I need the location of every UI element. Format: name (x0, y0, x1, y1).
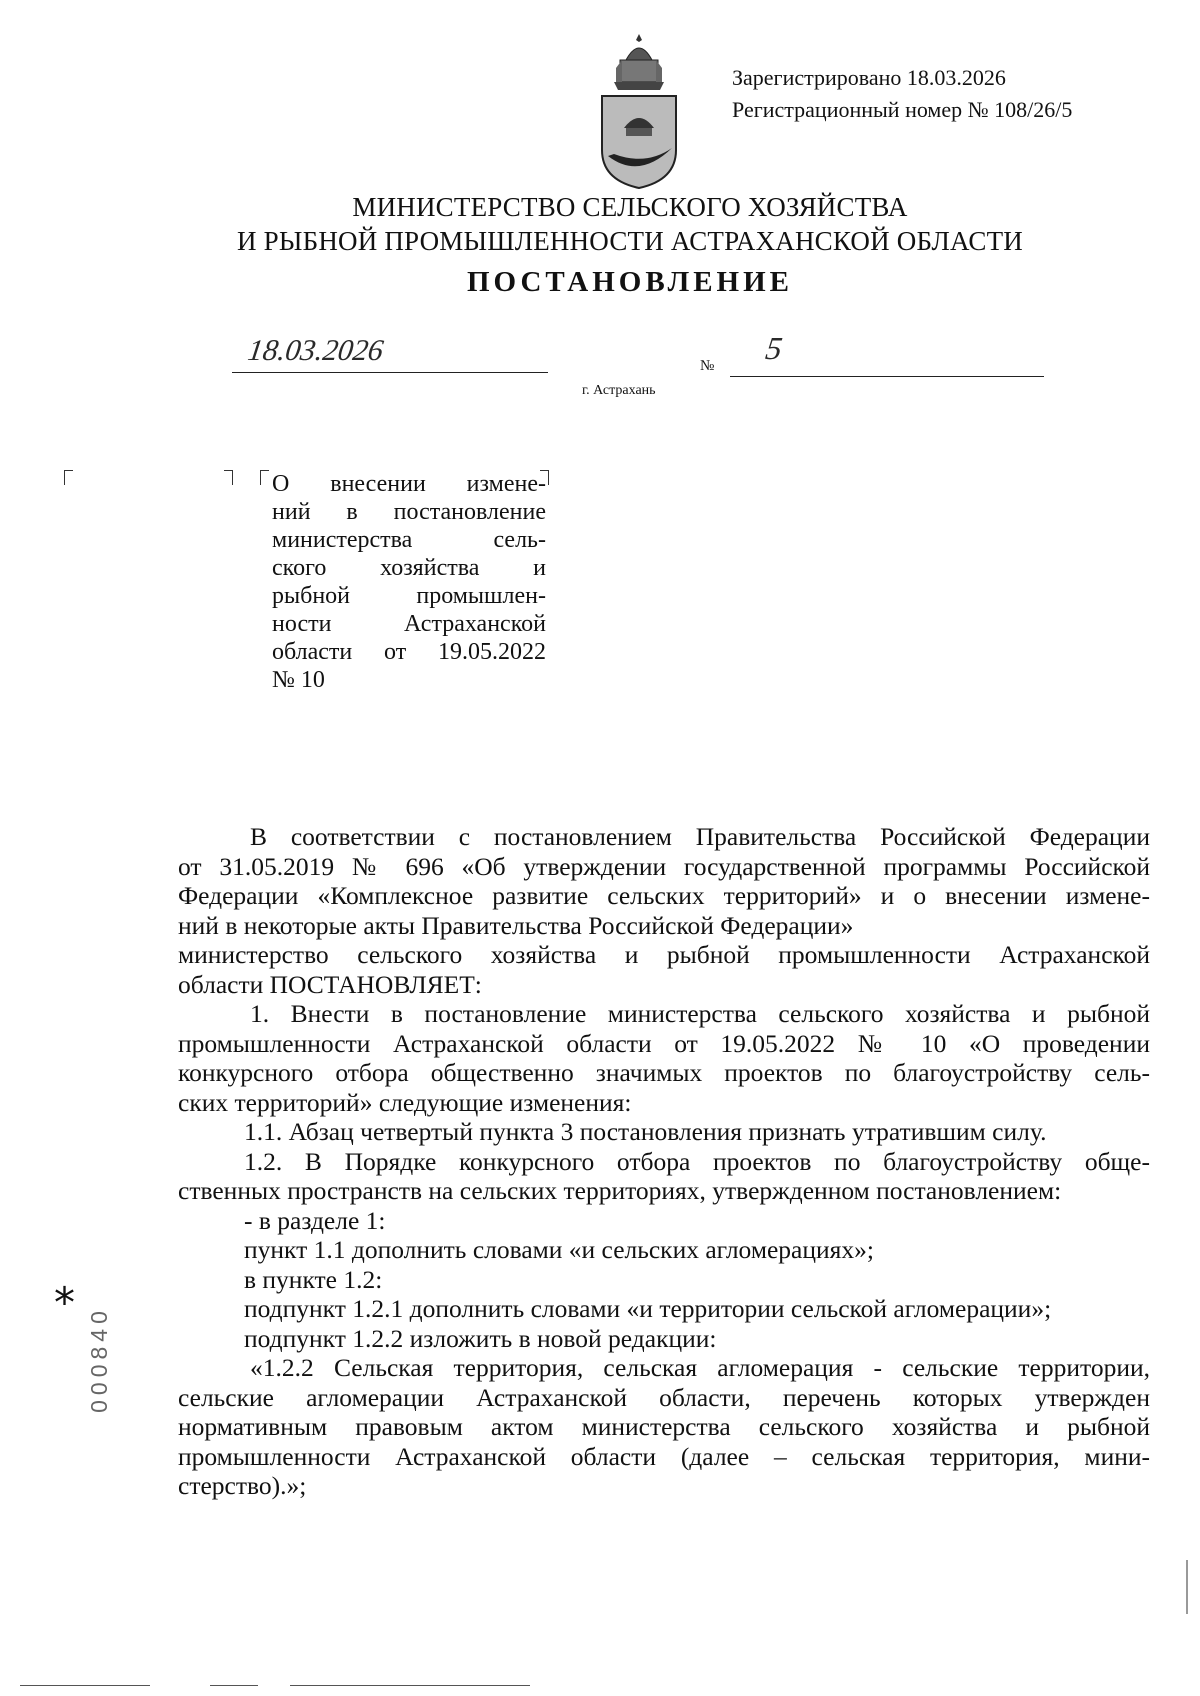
body-line: 1. Внести в постановление министерства сельского хозяйства и рыбной (250, 999, 1150, 1028)
subject-line: рыбной промышлен- (272, 583, 546, 609)
document-type: ПОСТАНОВЛЕНИЕ (466, 266, 793, 298)
document-body (178, 822, 1150, 1501)
registration-date: Зарегистрировано 18.03.2026 (732, 65, 1006, 90)
subject-line: № 10 (272, 667, 325, 693)
body-line: конкурсного отбора общественно значимых проектов по благоустройству сель- (178, 1058, 1150, 1087)
body-line: ний в некоторые акты Правительства Российской Федерации» (178, 910, 854, 940)
number-sign: № (700, 358, 715, 374)
document-number: 5 (763, 330, 785, 366)
body-line: стерство).»; (178, 1471, 307, 1500)
bottom-mark (290, 1685, 530, 1686)
bracket-mark (260, 470, 269, 485)
body-line: подпункт 1.2.2 изложить в новой редакции: (244, 1323, 717, 1353)
body-line: «1.2.2 Сельская территория, сельская агломерация - сельские территории, (250, 1353, 1150, 1382)
subject-line: области от 19.05.2022 (272, 639, 546, 665)
body-line: 1.2. В Порядке конкурсного отбора проектов по благоустройству обще- (244, 1146, 1150, 1176)
body-line: от 31.05.2019 № 696 «Об утверждении государственной программы Российской (178, 851, 1150, 881)
body-line: в пункте 1.2: (244, 1264, 383, 1294)
bottom-mark (210, 1685, 258, 1686)
coat-of-arms-emblem (596, 30, 682, 190)
left-bracket-mark (64, 470, 73, 485)
body-line: пункт 1.1 дополнить словами «и сельских агломерациях»; (244, 1235, 874, 1264)
body-line: министерство сельского хозяйства и рыбной промышленности Астраханской (178, 940, 1150, 969)
subject-line: ний в постановление (272, 499, 546, 525)
body-line: ских территорий» следующие изменения: (178, 1087, 632, 1117)
subject-line: министерства сель- (272, 527, 546, 553)
asterisk-mark: * (54, 1278, 75, 1327)
number-underline (730, 376, 1044, 377)
scan-artifact (1186, 1560, 1188, 1614)
subject-line: ского хозяйства и (272, 555, 546, 581)
bracket-mark (224, 470, 233, 485)
registration-number: Регистрационный номер № 108/26/5 (732, 97, 1073, 122)
body-line: - в разделе 1: (244, 1205, 386, 1235)
registration-stamp (732, 62, 1072, 126)
document-date: 18.03.2026 (245, 334, 386, 367)
ministry-name (200, 190, 1060, 258)
body-line: подпункт 1.2.1 дополнить словами «и территории сельской агломерации»; (244, 1294, 1052, 1323)
margin-serial-number: 000840 (85, 1306, 112, 1413)
body-line: сельские агломерации Астраханской области, перечень которых утвержден (178, 1382, 1150, 1412)
ministry-name-line1: МИНИСТЕРСТВО СЕЛЬСКОГО ХОЗЯЙСТВА (352, 192, 908, 222)
date-underline (232, 372, 548, 373)
body-line: промышленности Астраханской области (далее – сельская территория, мини- (178, 1441, 1150, 1471)
body-line: В соответствии с постановлением Правительства Российской Федерации (250, 822, 1150, 851)
subject-line: ности Астраханской (272, 611, 546, 637)
body-line: области ПОСТАНОВЛЯЕТ: (178, 969, 482, 999)
city-label: г. Астрахань (582, 383, 656, 398)
document-subject (272, 470, 546, 694)
body-line: нормативным правовым актом министерства сельского хозяйства и рыбной (178, 1412, 1150, 1441)
body-line: Федерации «Комплексное развитие сельских территорий» и о внесении измене- (178, 881, 1150, 910)
body-line: ственных пространств на сельских территориях, утвержденном постановлением: (178, 1176, 1062, 1205)
subject-line: О внесении измене- (272, 471, 546, 497)
body-line: 1.1. Абзац четвертый пункта 3 постановления признать утратившим силу. (244, 1117, 1047, 1146)
ministry-name-line2: И РЫБНОЙ ПРОМЫШЛЕННОСТИ АСТРАХАНСКОЙ ОБЛАСТИ (237, 226, 1023, 256)
bottom-mark (20, 1685, 150, 1686)
body-line: промышленности Астраханской области от 19.05.2022 № 10 «О проведении (178, 1028, 1150, 1058)
